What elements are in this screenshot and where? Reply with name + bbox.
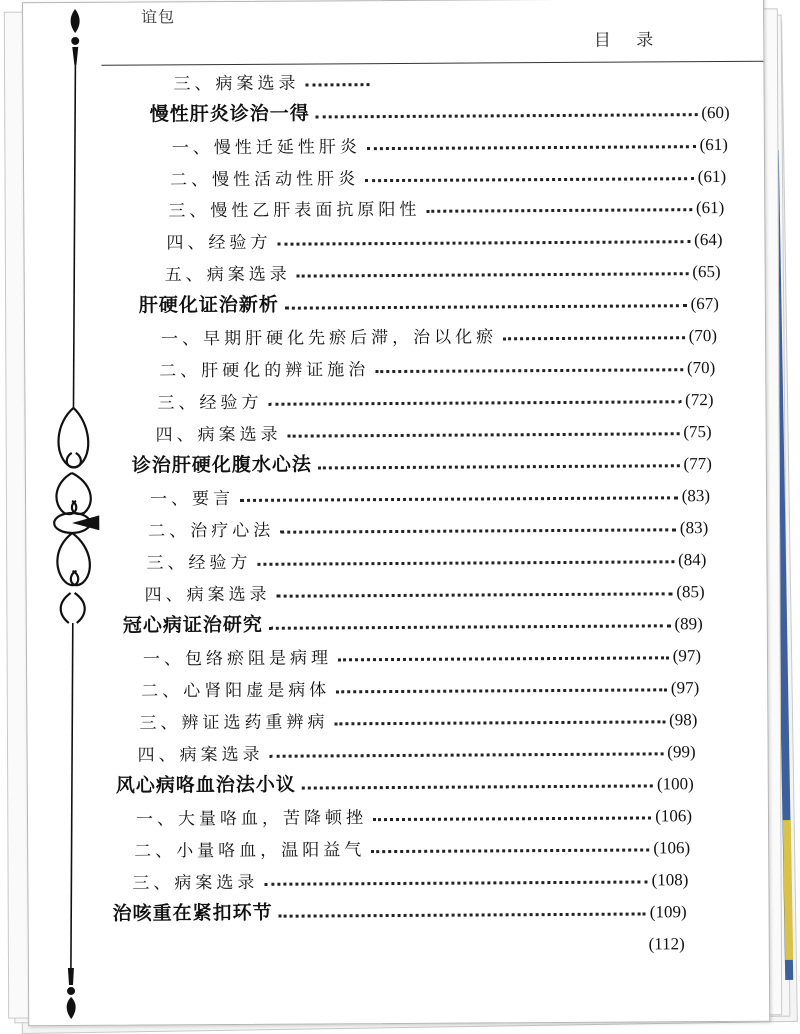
dot-leader	[367, 145, 696, 150]
toc-entry-label: 肝硬化证治新析	[138, 293, 279, 317]
book-page	[22, 0, 770, 1026]
toc-entry[interactable]	[156, 412, 712, 445]
toc-entry[interactable]	[168, 188, 724, 221]
dot-leader	[426, 208, 692, 213]
toc-entry-page: (65)	[692, 262, 721, 282]
dot-leader	[371, 848, 649, 853]
dot-leader	[316, 113, 698, 118]
toc-entry-page: (108)	[651, 870, 689, 890]
toc-entry-label: 慢性肝炎诊治一得	[149, 102, 310, 126]
toc-entry[interactable]	[139, 700, 697, 733]
dot-leader	[334, 720, 665, 725]
toc-entry-page: (75)	[683, 422, 712, 442]
toc-entry-page: (97)	[672, 646, 702, 666]
toc-entry-page: (83)	[681, 486, 711, 506]
toc-entry-label: 治咳重在紧扣环节	[112, 901, 273, 925]
dot-leader	[240, 496, 678, 502]
toc-entry-label: 诊治肝硬化腹水心法	[131, 453, 312, 477]
toc-entry[interactable]	[159, 348, 715, 381]
toc-entry-page: (60)	[701, 102, 730, 123]
corner-mark: 谊包	[141, 7, 176, 27]
toc-entry-label: 二、小量咯血，温阳益气	[134, 840, 366, 862]
page-title: 目 录	[593, 30, 664, 51]
dot-leader	[270, 752, 664, 757]
dot-leader	[285, 304, 687, 309]
toc-entry-page: (106)	[655, 806, 693, 826]
toc-entry-label: 二、肝硬化的辨证施治	[159, 360, 370, 382]
toc-entry-label: 一、早期肝硬化先瘀后滞，治以化瘀	[161, 327, 498, 350]
toc-entry[interactable]	[172, 125, 728, 158]
toc-entry-label: 四、病案选录	[155, 424, 282, 446]
dot-leader	[375, 368, 683, 373]
toc-entry-page: (109)	[649, 902, 687, 922]
toc-entry-page: (61)	[695, 197, 725, 218]
toc-entry-page: (70)	[686, 358, 716, 378]
toc-entry-page: (64)	[694, 229, 723, 250]
toc-entry-label: 二、治疗心法	[148, 520, 275, 542]
toc-entry-page: (106)	[653, 838, 691, 858]
dot-leader	[338, 656, 669, 661]
toc-entry[interactable]	[148, 508, 708, 541]
toc-entry[interactable]	[134, 828, 690, 861]
toc-entry[interactable]	[161, 316, 717, 349]
toc-entry-label: 四、病案选录	[137, 744, 264, 766]
dot-leader	[365, 177, 694, 182]
dot-leader	[277, 592, 673, 597]
dot-leader	[279, 912, 646, 917]
toc-entry[interactable]	[141, 668, 699, 701]
dot-leader	[306, 83, 370, 86]
toc-entry[interactable]	[166, 220, 722, 253]
toc-entry[interactable]	[150, 476, 710, 509]
toc-entry-label: 二、心肾阳虚是病体	[141, 680, 331, 702]
toc-entry-label: 三、病案选录	[173, 73, 300, 95]
toc-entry[interactable]	[165, 252, 721, 285]
toc-entry-label: 一、要言	[149, 488, 235, 510]
toc-entry[interactable]	[116, 764, 694, 798]
toc-entry[interactable]	[146, 540, 706, 573]
dot-leader	[297, 272, 689, 277]
toc-entry-label: 三、病案选录	[132, 872, 259, 894]
toc-entry-page: (61)	[699, 134, 728, 155]
toc-entry-page: (67)	[690, 294, 719, 314]
toc-entry-page: (70)	[688, 326, 718, 346]
dot-leader	[373, 816, 651, 821]
toc-entry[interactable]	[629, 924, 685, 954]
toc-entry-label: 风心病咯血治法小议	[115, 773, 296, 797]
toc-entry-page: (97)	[670, 678, 700, 698]
toc-entry[interactable]	[145, 572, 705, 605]
toc-entry-label: 三、经验方	[157, 392, 263, 414]
dot-leader	[336, 688, 667, 693]
toc-entry-page: (72)	[685, 390, 714, 410]
table-of-contents	[23, 0, 769, 1025]
toc-entry[interactable]	[173, 63, 373, 94]
toc-entry[interactable]	[137, 732, 695, 765]
toc-entry-page: (84)	[678, 550, 707, 570]
dot-leader	[302, 784, 653, 789]
toc-entry-page: (112)	[648, 934, 685, 954]
dot-leader	[318, 464, 680, 469]
toc-entry-page: (77)	[683, 454, 712, 474]
dot-leader	[268, 400, 681, 406]
toc-entry-page: (85)	[676, 582, 705, 602]
toc-entry-page: (100)	[656, 774, 694, 794]
dot-leader	[264, 880, 647, 885]
dot-leader	[503, 336, 685, 340]
toc-entry-label: 四、经验方	[166, 232, 272, 254]
dot-leader	[269, 624, 671, 629]
toc-entry[interactable]	[143, 636, 701, 669]
toc-entry[interactable]	[112, 892, 686, 926]
toc-entry[interactable]	[123, 604, 703, 638]
dot-leader	[288, 432, 680, 437]
dot-leader	[280, 528, 676, 533]
toc-entry-label: 一、慢性迁延性肝炎	[171, 137, 361, 159]
toc-entry-label: 四、病案选录	[144, 584, 271, 606]
toc-entry-page: (98)	[669, 710, 698, 730]
dot-leader	[277, 240, 690, 246]
toc-entry[interactable]	[157, 380, 713, 413]
toc-entry-label: 五、病案选录	[164, 264, 291, 286]
toc-entry-page: (83)	[679, 518, 709, 538]
toc-entry-label: 冠心病证治研究	[122, 613, 263, 637]
toc-entry-page: (61)	[697, 166, 727, 187]
toc-entry-label: 二、慢性活动性肝炎	[170, 169, 360, 191]
toc-entry-label: 一、包络瘀阻是病理	[142, 648, 333, 670]
toc-entry[interactable]	[132, 444, 712, 478]
dot-leader	[257, 560, 674, 566]
toc-entry-label: 三、慢性乙肝表面抗原阳性	[168, 199, 421, 222]
toc-entry[interactable]	[132, 860, 688, 893]
toc-entry[interactable]	[136, 796, 692, 829]
toc-entry[interactable]	[170, 157, 726, 190]
toc-entry-label: 三、辨证选药重辨病	[139, 712, 329, 734]
toc-entry-page: (89)	[674, 614, 703, 634]
toc-entry-label: 一、大量咯血，苦降顿挫	[135, 808, 368, 830]
toc-entry-label: 三、经验方	[146, 552, 252, 574]
toc-entry[interactable]	[150, 93, 730, 127]
toc-entry[interactable]	[139, 284, 719, 318]
toc-entry-page: (99)	[667, 742, 696, 762]
